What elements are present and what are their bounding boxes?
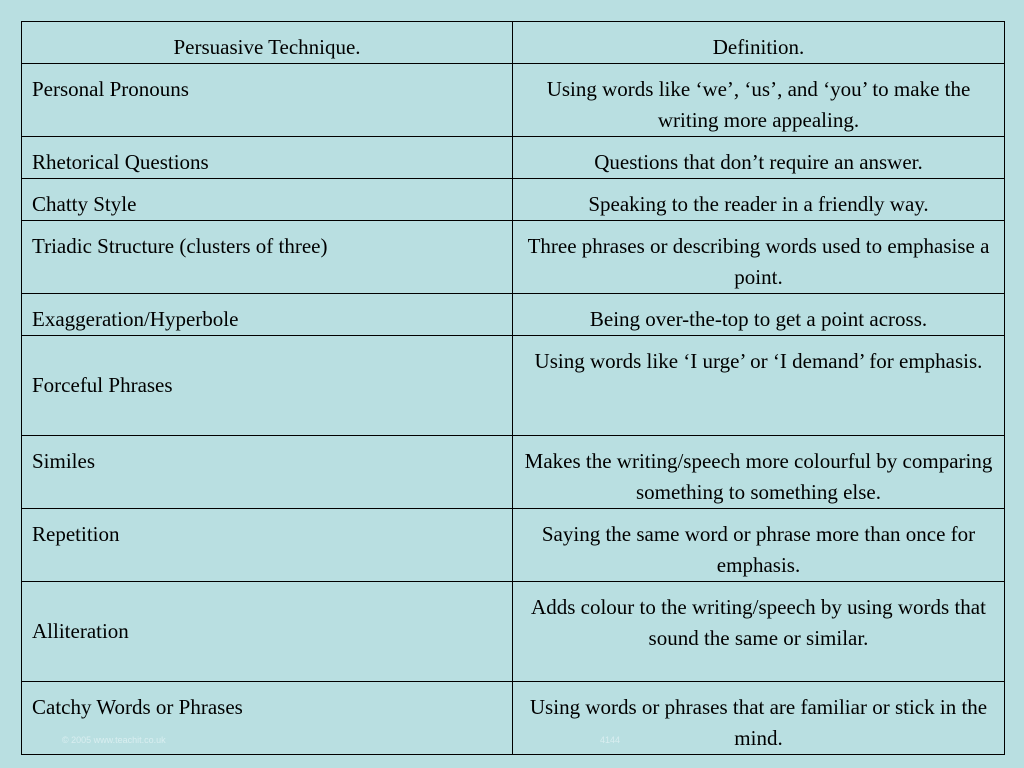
technique-cell: Catchy Words or Phrases — [22, 682, 513, 755]
table-row — [22, 294, 1005, 336]
definition-cell: Makes the writing/speech more colourful by comparing something to something else. — [513, 436, 1005, 509]
definition-cell: Using words like ‘I urge’ or ‘I demand’ for emphasis. — [513, 336, 1005, 436]
definition-cell: Speaking to the reader in a friendly way. — [513, 179, 1005, 221]
technique-cell: Exaggeration/Hyperbole — [22, 294, 513, 336]
table-row — [22, 436, 1005, 509]
technique-cell: Triadic Structure (clusters of three) — [22, 221, 513, 294]
table-row — [22, 64, 1005, 137]
definition-cell: Being over-the-top to get a point across. — [513, 294, 1005, 336]
definition-cell: Saying the same word or phrase more than once for emphasis. — [513, 509, 1005, 582]
technique-cell: Alliteration — [22, 582, 513, 682]
technique-cell: Similes — [22, 436, 513, 509]
table-row — [22, 137, 1005, 179]
definition-cell: Using words like ‘we’, ‘us’, and ‘you’ to make the writing more appealing. — [513, 64, 1005, 137]
table-row — [22, 179, 1005, 221]
footer-code: 4144 — [600, 735, 621, 745]
table-header-row — [22, 22, 1005, 64]
technique-cell: Forceful Phrases — [22, 336, 513, 436]
table-row — [22, 582, 1005, 682]
definition-cell: Using words or phrases that are familiar or stick in the mind. — [513, 682, 1005, 755]
technique-cell: Rhetorical Questions — [22, 137, 513, 179]
table-row — [22, 221, 1005, 294]
table-row — [22, 336, 1005, 436]
persuasive-techniques-table — [21, 21, 1005, 755]
table-row — [22, 682, 1005, 755]
technique-cell: Personal Pronouns — [22, 64, 513, 137]
header-technique: Persuasive Technique. — [22, 22, 513, 64]
definition-cell: Adds colour to the writing/speech by using words that sound the same or similar. — [513, 582, 1005, 682]
table-row — [22, 509, 1005, 582]
footer-copyright: © 2005 www.teachit.co.uk — [62, 735, 166, 745]
technique-cell: Chatty Style — [22, 179, 513, 221]
definition-cell: Questions that don’t require an answer. — [513, 137, 1005, 179]
technique-cell: Repetition — [22, 509, 513, 582]
header-definition: Definition. — [513, 22, 1005, 64]
definition-cell: Three phrases or describing words used to emphasise a point. — [513, 221, 1005, 294]
